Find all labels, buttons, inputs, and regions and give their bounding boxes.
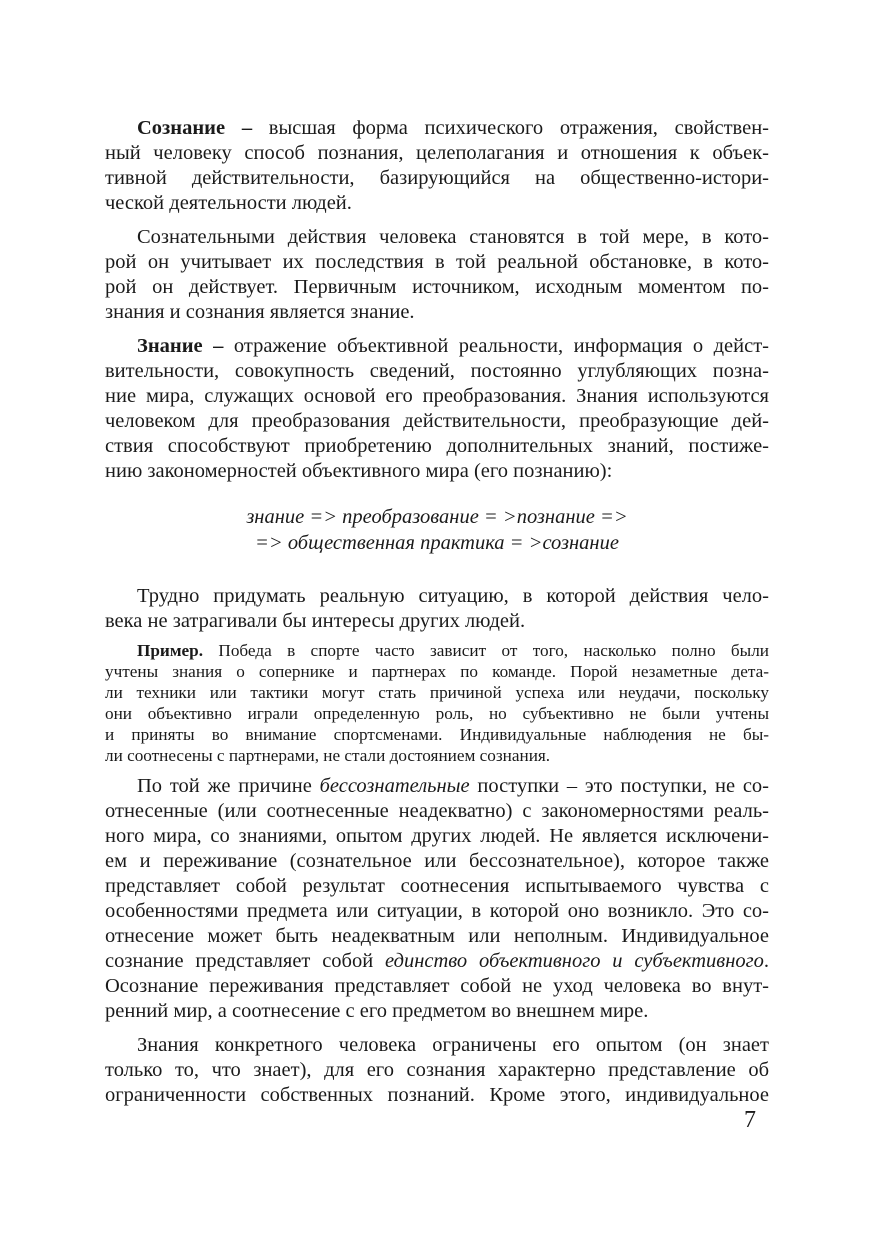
paragraph-line: Трудно придумать реальную ситуацию, в которой действия чело-	[137, 585, 769, 607]
paragraph-line	[105, 774, 769, 799]
paragraph-line: Знания конкретного человека ограничены его опытом (он знает	[137, 1034, 769, 1056]
term-dash: –	[202, 335, 234, 357]
paragraph-line: рой он учитывает их последствия в той реальной обстановке, в кото-	[105, 251, 769, 273]
paragraph-consciousness-definition	[105, 116, 769, 216]
example-line: учтены знания о сопернике и партнерах по команде. Порой незаметные дета-	[105, 662, 769, 681]
line-text: отражение объективной реальности, информация о дейст-	[233, 335, 770, 357]
paragraph-line: знания и сознания является знание.	[105, 301, 415, 323]
formula-line-1: знание => преобразование = >познание =>	[246, 506, 628, 528]
line-text: поступки – это поступки, не со-	[469, 775, 770, 797]
line-text: .	[763, 950, 769, 972]
paragraph-unconscious-acts	[105, 774, 769, 1024]
paragraph-line	[105, 116, 769, 141]
example-label: Пример.	[137, 641, 204, 660]
paragraph-line	[105, 334, 769, 359]
example-line: ли техники или тактики могут стать причиной успеха или неудачи, поскольку	[105, 683, 769, 702]
paragraph-line: ческой деятельности людей.	[105, 192, 352, 214]
paragraph-line: ный человеку способ познания, целеполагания и отношения к объек-	[105, 142, 769, 164]
paragraph-line: ние мира, служащих основой его преобразования. Знания используются	[105, 385, 769, 407]
paragraph-knowledge-definition	[105, 334, 769, 484]
paragraph-conscious-actions	[105, 225, 769, 325]
term-consciousness: Сознание	[137, 117, 226, 139]
paragraph-line: ствия способствуют приобретению дополнительных знаний, постиже-	[105, 435, 769, 457]
paragraph-line: только то, что знает), для его сознания характерно представление об	[105, 1059, 769, 1081]
line-text: сознание представляет собой	[105, 950, 386, 972]
formula-line-2: => общественная практика = >сознание	[255, 532, 619, 554]
example-line: ли соотнесены с партнерами, не стали достоянием сознания.	[105, 746, 551, 765]
paragraph-individual-knowledge	[105, 1033, 769, 1108]
italic-term-unconscious: бессознательные	[319, 775, 470, 797]
paragraph-line: ем и переживание (сознательное или бессознательное), которое также	[105, 850, 769, 872]
paragraph-line: ренний мир, а соотнесение с его предметом во внешнем мире.	[105, 1000, 649, 1022]
term-knowledge: Знание	[137, 335, 203, 357]
page-number: 7	[744, 1107, 756, 1133]
example-line	[105, 640, 769, 661]
paragraph-line: человеком для преобразования действительности, преобразующие дей-	[105, 410, 769, 432]
paragraph-line: века не затрагивали бы интересы других людей.	[105, 610, 526, 632]
paragraph-line: отнесение может быть неадекватным или неполным. Индивидуальное	[105, 925, 769, 947]
line-text: По той же причине	[137, 775, 320, 797]
example-line: они объективно играли определенную роль, но субъективно не были учтены	[105, 704, 769, 723]
italic-term-unity: единство объективного и субъективного	[385, 950, 764, 972]
paragraph-line: ного мира, со знаниями, опытом других людей. Не является исключени-	[105, 825, 769, 847]
page-body	[105, 116, 769, 1108]
line-text: Победа в спорте часто зависит от того, насколько полно были	[203, 641, 769, 660]
paragraph-line: ограниченности собственных познаний. Кроме этого, индивидуальное	[105, 1084, 769, 1106]
paragraph-line: Сознательными действия человека становятся в той мере, в кото-	[137, 226, 769, 248]
paragraph-line	[105, 949, 769, 974]
example-block	[105, 640, 769, 766]
paragraph-line: рой он действует. Первичным источником, исходным моментом по-	[105, 276, 769, 298]
paragraph-line: отнесенные (или соотнесенные неадекватно) с закономерностями реаль-	[105, 800, 769, 822]
paragraph-line: тивной действительности, базирующийся на общественно-истори-	[105, 167, 769, 189]
paragraph-line: представляет собой результат соотнесения испытываемого чувства с	[105, 875, 769, 897]
paragraph-line: Осознание переживания представляет собой не уход человека во внут-	[105, 975, 769, 997]
term-dash: –	[225, 117, 269, 139]
paragraph-real-situation	[105, 584, 769, 634]
paragraph-line: особенностями предмета или ситуации, в которой оно возникло. Это со-	[105, 900, 769, 922]
example-line: и приняты во внимание спортсменами. Индивидуальные наблюдения не бы-	[105, 725, 769, 744]
line-text: высшая форма психического отражения, свойствен-	[268, 117, 769, 139]
paragraph-line: вительности, совокупность сведений, постоянно углубляющих позна-	[105, 360, 769, 382]
knowledge-formula	[105, 504, 769, 556]
paragraph-line: нию закономерностей объективного мира (его познанию):	[105, 460, 613, 482]
